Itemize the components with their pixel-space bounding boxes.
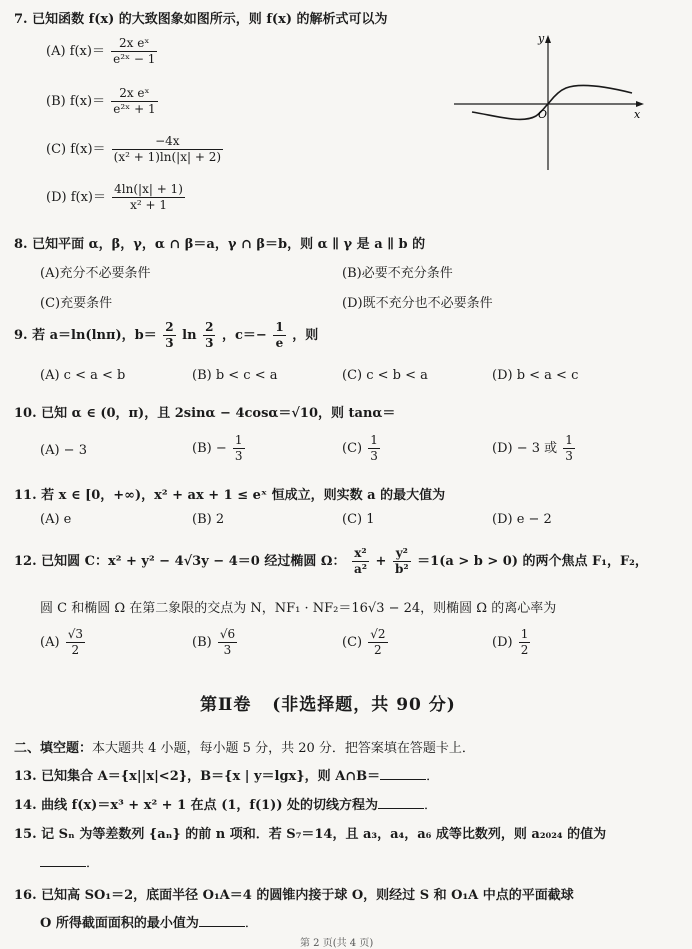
page-footer: 第 2 页(共 4 页) — [300, 938, 374, 949]
q9-b-num2: 2 — [205, 320, 214, 334]
q12-x-frac — [352, 546, 369, 577]
q9-b-frac1 — [163, 320, 175, 351]
q14-answer-blank[interactable] — [378, 796, 424, 809]
section-title — [200, 690, 456, 715]
q10-option-c-fraction — [368, 433, 380, 464]
q7-option-b-fraction — [111, 86, 157, 117]
q13-end: ． — [426, 769, 440, 784]
q10-option-b-num: 1 — [234, 433, 243, 447]
q10-option-c — [342, 433, 382, 464]
q12-option-a-den: 2 — [71, 643, 80, 657]
q14-text: 14. 曲线 f(x)＝x³ + x² + 1 在点 (1，f(1)) 处的切线方程为 — [14, 798, 379, 813]
q12-b2: b² — [394, 562, 409, 576]
q12-option-d-fraction — [519, 627, 531, 658]
q7-function-graph — [452, 30, 648, 172]
q12-line2: 圆 C 和椭圆 Ω 在第二象限的交点为 N，NF₁ · NF₂＝16√3 − 24，则椭圆 Ω 的离心率为 — [40, 601, 557, 616]
q10-option-d-label: (D) − 3 或 — [492, 441, 558, 456]
q9-option-c: (C) c < b < a — [342, 368, 428, 383]
q10-stem: 10. 已知 α ∈ (0，π)，且 2sinα − 4cosα＝√10，则 tanα＝ — [14, 406, 396, 421]
fill-in-heading-bold: 二、填空题： — [14, 741, 93, 756]
q10-option-d-num: 1 — [565, 433, 573, 447]
q12-stem-prefix: 12. 已知圆 C：x² + y² − 4√3y − 4＝0 经过椭圆 Ω： — [14, 554, 346, 569]
q9-option-b: (B) b < c < a — [192, 368, 278, 383]
q12-option-b — [192, 627, 239, 658]
q7-option-a-den: e²ˣ − 1 — [113, 52, 156, 66]
q9-option-d: (D) b < a < c — [492, 368, 579, 383]
q9-ln: ln — [182, 328, 197, 343]
q7-stem: 7. 已知函数 f(x) 的大致图象如图所示，则 f(x) 的解析式可以为 — [14, 12, 388, 27]
q16-line2-text: O 所得截面面积的最小值为 — [40, 916, 199, 931]
graph-curve — [472, 85, 632, 119]
q12-option-a-label: (A) — [40, 635, 60, 650]
q12-option-c-num: √2 — [370, 627, 386, 641]
q12-option-d-den: 2 — [520, 643, 529, 657]
q9-c-frac — [273, 320, 285, 351]
q10-option-a: (A) − 3 — [40, 443, 87, 458]
q12-y-frac — [393, 546, 411, 577]
q10-option-d-fraction — [563, 433, 575, 464]
q12-a2: a² — [353, 562, 368, 576]
q12-option-a-fraction — [66, 627, 85, 658]
q9-stem-suffix: ，则 — [292, 328, 319, 343]
graph-origin-label: O — [538, 108, 548, 121]
q8-stem: 8. 已知平面 α，β，γ，α ∩ β＝a，γ ∩ β＝b，则 α ∥ γ 是 a ∥ b 的 — [14, 237, 426, 252]
q12-x2: x² — [352, 546, 369, 562]
fill-in-heading-rest: 本大题共 4 小题，每小题 5 分，共 20 分．把答案填在答题卡上． — [92, 741, 475, 756]
q14-end: ． — [424, 798, 438, 813]
q12-y2: y² — [393, 546, 411, 562]
q10-option-b — [192, 433, 247, 464]
q8-option-b: (B)必要不充分条件 — [342, 266, 453, 281]
q12-option-b-num: √6 — [219, 627, 236, 641]
q9-b-num1: 2 — [165, 320, 174, 334]
q12-option-d — [492, 627, 532, 658]
q12-option-c-fraction — [368, 627, 387, 658]
q10-option-b-den: 3 — [234, 449, 243, 463]
q7-option-a-num: 2x eˣ — [111, 36, 157, 52]
q7-graph-svg — [452, 30, 648, 172]
q7-option-b-label: (B) f(x)＝ — [46, 94, 106, 109]
fill-in-heading — [14, 737, 475, 756]
q12-option-d-label: (D) — [492, 635, 513, 650]
q7-option-c-label: (C) f(x)＝ — [46, 142, 106, 157]
section-title-main: 第Ⅱ卷 — [200, 695, 252, 715]
q7-option-d-fraction — [112, 182, 185, 213]
q11-option-a: (A) e — [40, 512, 72, 527]
q9-b-den1: 3 — [165, 336, 174, 350]
q11-option-b: (B) 2 — [192, 512, 225, 527]
q7-option-a-label: (A) f(x)＝ — [46, 44, 105, 59]
q15-stem: 15. 记 Sₙ 为等差数列 {aₙ} 的前 n 项和．若 S₇＝14，且 a₃，a₄，a₆ 成等比数列，则 a₂₀₂₄ 的值为 — [14, 827, 607, 842]
q14-stem — [14, 794, 437, 813]
q10-option-b-fraction — [233, 433, 245, 464]
q7-option-c — [46, 134, 225, 165]
graph-y-arrow — [545, 35, 551, 43]
q12-option-a-num: √3 — [67, 627, 83, 641]
q7-option-b-den: e²ˣ + 1 — [113, 102, 156, 116]
section-title-sub: (非选择题，共 90 分) — [272, 695, 456, 715]
q9-option-a: (A) c < a < b — [40, 368, 126, 383]
q16-answer-blank[interactable] — [199, 914, 245, 927]
q7-option-c-num: −4x — [112, 134, 223, 150]
q10-option-b-label: (B) − — [192, 441, 227, 456]
q7-option-d-num: 4ln(|x| + 1) — [114, 182, 183, 196]
q12-option-c — [342, 627, 390, 658]
q12-option-b-den: 3 — [223, 643, 232, 657]
q7-option-b — [46, 86, 160, 117]
q7-option-a — [46, 36, 159, 67]
q12-option-c-label: (C) — [342, 635, 363, 650]
q11-option-c: (C) 1 — [342, 512, 375, 527]
graph-y-label: y — [538, 32, 545, 45]
q9-b-den2: 3 — [205, 336, 214, 350]
q10-option-c-num: 1 — [370, 433, 378, 447]
q12-option-a — [40, 627, 87, 658]
q7-option-a-fraction — [111, 36, 157, 67]
q12-option-c-den: 2 — [374, 643, 382, 657]
q11-option-d: (D) e − 2 — [492, 512, 552, 527]
q7-option-d-label: (D) f(x)＝ — [46, 190, 106, 205]
q12-stem-suffix: ＝1(a > b > 0) 的两个焦点 F₁，F₂， — [417, 554, 648, 569]
q12-option-d-num: 1 — [520, 627, 529, 641]
graph-x-arrow — [636, 101, 644, 107]
q10-option-c-den: 3 — [370, 449, 378, 463]
q9-c-part: ，c＝− — [221, 328, 267, 343]
q9-c-den: e — [275, 336, 284, 350]
q15-answer-line — [40, 852, 99, 871]
q7-option-c-fraction — [112, 134, 223, 165]
q10-option-c-label: (C) — [342, 441, 363, 456]
q12-stem — [14, 546, 648, 577]
q9-c-num: 1 — [275, 320, 284, 334]
q16-stem: 16. 已知高 SO₁＝2，底面半径 O₁A＝4 的圆锥内接于球 O，则经过 S 和 O₁A 中点的平面截球 — [14, 888, 574, 903]
q15-end: ． — [86, 856, 100, 871]
q16-line2 — [40, 912, 258, 931]
q12-plus: + — [375, 554, 387, 569]
graph-x-label: x — [634, 108, 641, 121]
q7-option-d-den: x² + 1 — [130, 198, 167, 212]
q8-option-d: (D)既不充分也不必要条件 — [342, 296, 493, 311]
q7-option-b-num: 2x eˣ — [111, 86, 157, 102]
q10-option-d-den: 3 — [565, 449, 573, 463]
q13-text: 13. 已知集合 A＝{x||x|<2}，B＝{x | y＝lgx}，则 A∩B＝ — [14, 769, 381, 784]
q13-stem — [14, 765, 439, 784]
q8-option-a: (A)充分不必要条件 — [40, 266, 151, 281]
q9-stem-prefix: 9. 若 a＝ln(lnπ)，b＝ — [14, 328, 157, 343]
q13-answer-blank[interactable] — [380, 767, 426, 780]
q7-option-c-den: (x² + 1)ln(|x| + 2) — [113, 150, 222, 164]
q10-option-d — [492, 433, 577, 464]
q12-option-b-label: (B) — [192, 635, 212, 650]
q16-end: ． — [244, 916, 258, 931]
q7-option-d — [46, 182, 187, 213]
q9-stem — [14, 320, 318, 351]
q12-option-b-fraction — [218, 627, 237, 658]
q9-b-frac2 — [203, 320, 215, 351]
q15-answer-blank[interactable] — [40, 854, 86, 867]
q11-stem: 11. 若 x ∈ [0，+∞)，x² + ax + 1 ≤ eˣ 恒成立，则实数 a 的最大值为 — [14, 488, 446, 503]
q8-option-c: (C)充要条件 — [40, 296, 113, 311]
